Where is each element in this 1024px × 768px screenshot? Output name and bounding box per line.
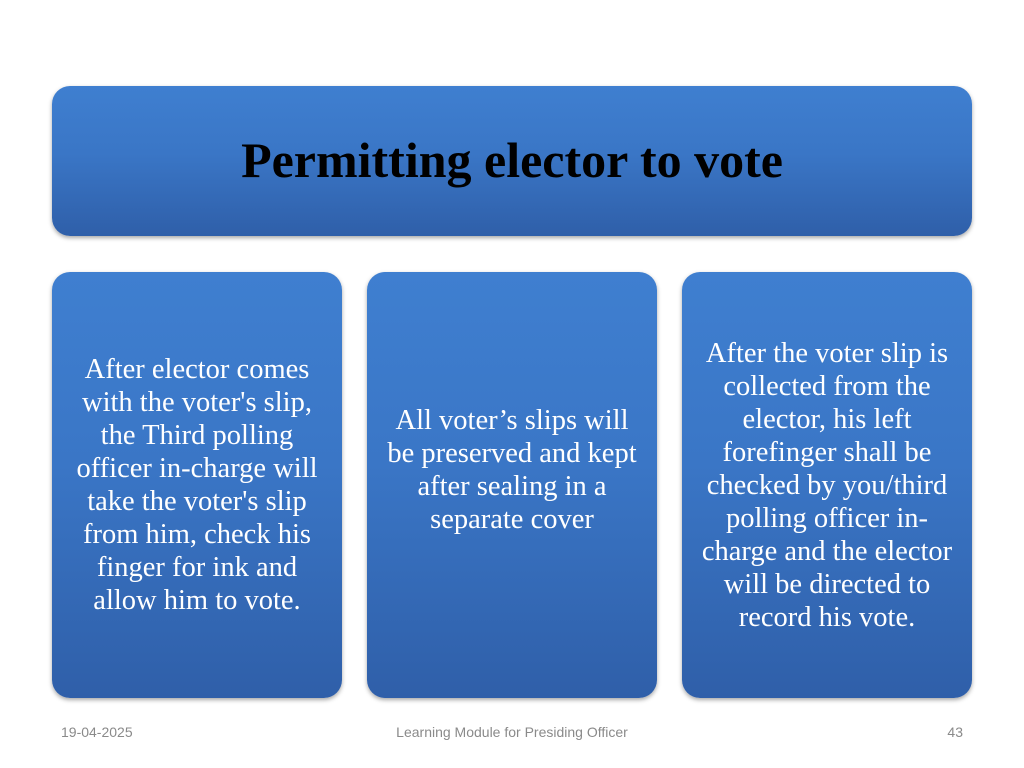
footer-page-number: 43 xyxy=(947,724,963,740)
footer-date: 19-04-2025 xyxy=(61,724,133,740)
content-text-middle: All voter’s slips will be preserved and kept after sealing in a separate cover xyxy=(387,405,637,535)
content-box-middle xyxy=(367,272,657,698)
content-box-left xyxy=(52,272,342,698)
content-text-right: After the voter slip is collected from the elector, his left forefinger shall be checked by you/third polling officer in-charge and the elector will be directed to record his vote. xyxy=(701,337,953,633)
footer-title: Learning Module for Presiding Officer xyxy=(396,724,628,740)
title-box xyxy=(52,86,972,236)
content-box-right xyxy=(682,272,972,698)
content-text-left: After elector comes with the voter's slip, the Third polling officer in-charge will take the voter's slip from him, check his finger for ink and allow him to vote. xyxy=(76,354,318,616)
slide-title: Permitting elector to vote xyxy=(241,132,783,188)
